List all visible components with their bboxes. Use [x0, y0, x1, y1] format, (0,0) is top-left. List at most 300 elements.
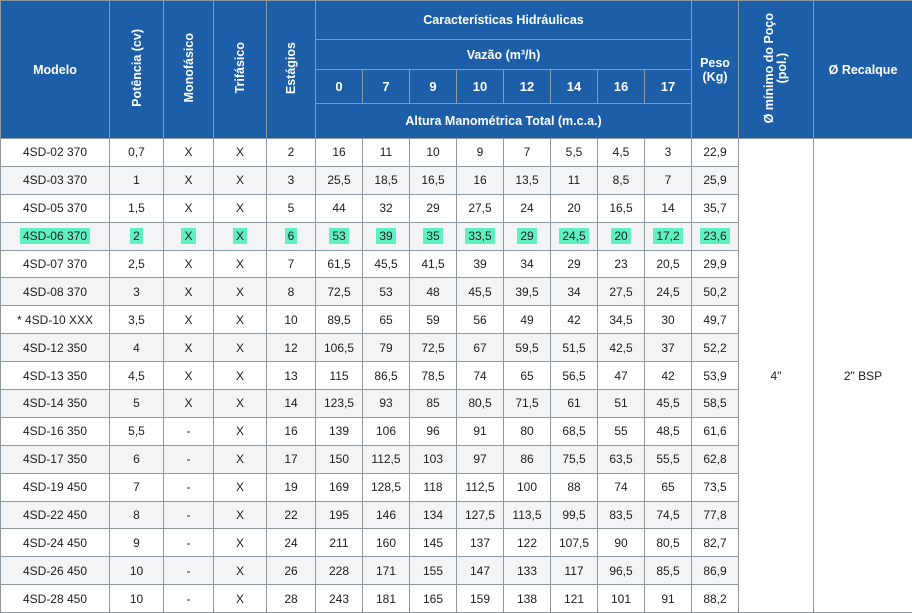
cell-value: X [236, 564, 244, 578]
cell-value: 51 [614, 396, 627, 410]
cell-altura-16 [598, 278, 645, 306]
cell-value: 1 [133, 173, 140, 187]
cell-value: 16 [284, 424, 297, 438]
cell-modelo [1, 278, 110, 306]
cell-altura-0 [316, 250, 363, 278]
cell-monofasico [164, 194, 214, 222]
cell-value: 96,5 [609, 564, 632, 578]
cell-value: 14 [661, 201, 674, 215]
cell-value: X [184, 396, 192, 410]
cell-trifasico [214, 585, 267, 613]
cell-peso [692, 501, 739, 529]
cell-altura-17 [645, 417, 692, 445]
cell-modelo [1, 529, 110, 557]
cell-altura-14 [551, 166, 598, 194]
cell-trifasico [214, 473, 267, 501]
cell-estagios [267, 278, 316, 306]
cell-peso [692, 529, 739, 557]
cell-value: 18,5 [374, 173, 397, 187]
cell-value: 88 [567, 480, 580, 494]
cell-value: 145 [423, 536, 443, 550]
cell-altura-10 [457, 306, 504, 334]
cell-potencia [110, 417, 164, 445]
cell-monofasico [164, 445, 214, 473]
cell-value: 121 [564, 592, 584, 606]
cell-altura-14 [551, 473, 598, 501]
cell-altura-7 [363, 529, 410, 557]
cell-value: 65 [379, 313, 392, 327]
cell-value: 47 [614, 369, 627, 383]
cell-altura-14 [551, 390, 598, 418]
cell-value: 35 [423, 228, 442, 244]
cell-modelo [1, 417, 110, 445]
cell-modelo [1, 166, 110, 194]
cell-value: 118 [423, 480, 442, 494]
cell-value: 2 [130, 228, 143, 244]
cell-modelo [1, 501, 110, 529]
cell-value: 39 [473, 257, 486, 271]
cell-value: X [236, 536, 244, 550]
cell-trifasico [214, 306, 267, 334]
header-estagios [267, 1, 316, 139]
cell-modelo [1, 362, 110, 390]
cell-peso [692, 445, 739, 473]
header-modelo: Modelo [1, 1, 110, 139]
cell-altura-17 [645, 362, 692, 390]
cell-value: 13 [284, 369, 297, 383]
cell-value: 61,6 [703, 424, 726, 438]
cell-altura-17 [645, 166, 692, 194]
cell-value: 160 [376, 536, 396, 550]
cell-altura-0 [316, 306, 363, 334]
header-flow-1: 7 [363, 70, 410, 104]
cell-altura-10 [457, 529, 504, 557]
cell-altura-17 [645, 139, 692, 167]
cell-peso [692, 473, 739, 501]
cell-value: 85 [426, 396, 439, 410]
cell-altura-16 [598, 166, 645, 194]
cell-peso [692, 585, 739, 613]
cell-altura-0 [316, 334, 363, 362]
cell-monofasico [164, 250, 214, 278]
cell-value: 32 [379, 201, 392, 215]
cell-value: 113,5 [512, 508, 541, 522]
cell-value: 11 [380, 145, 392, 159]
cell-value: 4SD-28 450 [23, 592, 87, 606]
cell-potencia [110, 501, 164, 529]
cell-value: 128,5 [371, 480, 401, 494]
cell-value: 8 [133, 508, 140, 522]
cell-trifasico [214, 222, 267, 250]
header-poco-label [763, 13, 789, 123]
cell-value: 97 [473, 452, 486, 466]
cell-value: 2 [288, 145, 295, 159]
cell-value: 67 [473, 341, 486, 355]
cell-altura-7 [363, 501, 410, 529]
header-poco-line1: Ø mínimo do Poço [762, 13, 776, 123]
cell-altura-12 [504, 334, 551, 362]
cell-value: 19 [284, 480, 297, 494]
cell-value: 91 [473, 424, 486, 438]
cell-value: 55,5 [656, 452, 679, 466]
cell-value: 68,5 [562, 424, 585, 438]
cell-trifasico [214, 501, 267, 529]
cell-value: 53,9 [703, 369, 726, 383]
cell-altura-12 [504, 445, 551, 473]
cell-altura-7 [363, 278, 410, 306]
cell-value: 122 [517, 536, 537, 550]
cell-trifasico [214, 194, 267, 222]
cell-value: 4SD-16 350 [23, 424, 87, 438]
cell-value: - [187, 508, 191, 522]
cell-altura-7 [363, 473, 410, 501]
cell-altura-14 [551, 278, 598, 306]
cell-altura-12 [504, 139, 551, 167]
cell-value: 42 [661, 369, 674, 383]
cell-monofasico [164, 473, 214, 501]
cell-value: 5,5 [566, 145, 583, 159]
cell-peso [692, 362, 739, 390]
cell-value: 85,5 [656, 564, 679, 578]
cell-value: 117 [564, 564, 583, 578]
cell-value: 106 [376, 424, 396, 438]
cell-value: 165 [423, 592, 443, 606]
cell-monofasico [164, 306, 214, 334]
cell-value: 5,5 [128, 424, 145, 438]
cell-value: 82,7 [703, 536, 726, 550]
cell-peso [692, 557, 739, 585]
cell-value: X [233, 228, 247, 244]
cell-value: 20 [567, 201, 580, 215]
cell-value: 23,6 [700, 228, 729, 244]
cell-value: 30 [661, 313, 674, 327]
cell-altura-9 [410, 557, 457, 585]
cell-monofasico [164, 362, 214, 390]
cell-altura-0 [316, 390, 363, 418]
table-body [1, 139, 912, 613]
cell-trifasico [214, 445, 267, 473]
cell-monofasico [164, 557, 214, 585]
cell-altura-9 [410, 501, 457, 529]
cell-value: 80 [520, 424, 533, 438]
cell-value: X [184, 257, 192, 271]
cell-altura-7 [363, 557, 410, 585]
cell-peso [692, 250, 739, 278]
cell-value: 7 [133, 480, 140, 494]
cell-altura-0 [316, 529, 363, 557]
header-poco-line2: (pol.) [775, 53, 789, 84]
cell-value: 3 [133, 285, 140, 299]
cell-value: 49,7 [703, 313, 726, 327]
cell-altura-9 [410, 473, 457, 501]
cell-value: X [236, 257, 244, 271]
cell-value: - [187, 564, 191, 578]
cell-value: 16,5 [609, 201, 632, 215]
cell-value: 48 [426, 285, 439, 299]
cell-value: 6 [133, 452, 140, 466]
cell-value: 127,5 [465, 508, 495, 522]
cell-value: 23 [614, 257, 627, 271]
cell-value: 55 [614, 424, 627, 438]
cell-estagios [267, 139, 316, 167]
cell-value: 3 [288, 173, 295, 187]
cell-value: 26 [284, 564, 297, 578]
cell-altura-0 [316, 166, 363, 194]
cell-altura-16 [598, 222, 645, 250]
cell-value: 61 [567, 396, 580, 410]
cell-value: 37 [661, 341, 674, 355]
cell-altura-17 [645, 529, 692, 557]
cell-altura-16 [598, 417, 645, 445]
cell-altura-16 [598, 585, 645, 613]
cell-monofasico [164, 222, 214, 250]
cell-estagios [267, 557, 316, 585]
cell-trifasico [214, 529, 267, 557]
cell-value: 243 [329, 592, 349, 606]
header-potencia-label: Potência (cv) [130, 29, 144, 107]
header-flow-4: 12 [504, 70, 551, 104]
cell-value: 52,2 [703, 341, 726, 355]
cell-altura-17 [645, 445, 692, 473]
cell-value: 27,5 [468, 201, 491, 215]
cell-monofasico [164, 334, 214, 362]
cell-altura-7 [363, 362, 410, 390]
cell-monofasico [164, 390, 214, 418]
header-potencia [110, 1, 164, 139]
cell-monofasico [164, 166, 214, 194]
cell-trifasico [214, 557, 267, 585]
cell-potencia [110, 585, 164, 613]
cell-altura-12 [504, 501, 551, 529]
cell-altura-10 [457, 250, 504, 278]
cell-value: 8 [288, 285, 295, 299]
cell-altura-17 [645, 334, 692, 362]
cell-value: - [187, 536, 191, 550]
cell-altura-16 [598, 139, 645, 167]
cell-altura-9 [410, 529, 457, 557]
cell-value: 13,5 [515, 173, 538, 187]
header-poco [739, 1, 814, 139]
cell-altura-0 [316, 557, 363, 585]
cell-value: 34 [567, 285, 580, 299]
cell-value: 7 [288, 257, 295, 271]
cell-value: 106,5 [324, 341, 354, 355]
cell-altura-17 [645, 557, 692, 585]
cell-altura-12 [504, 250, 551, 278]
cell-modelo [1, 250, 110, 278]
cell-estagios [267, 417, 316, 445]
cell-altura-14 [551, 445, 598, 473]
cell-value: 53 [329, 228, 348, 244]
cell-value: 4SD-14 350 [23, 396, 87, 410]
cell-estagios [267, 501, 316, 529]
cell-value: 45,5 [468, 285, 491, 299]
cell-altura-10 [457, 557, 504, 585]
cell-modelo [1, 194, 110, 222]
cell-value: 10 [130, 592, 143, 606]
cell-value: 80,5 [468, 396, 491, 410]
cell-altura-14 [551, 194, 598, 222]
cell-value: 75,5 [562, 452, 585, 466]
cell-value: 22 [284, 508, 297, 522]
cell-value: 181 [376, 592, 396, 606]
cell-altura-10 [457, 473, 504, 501]
cell-value: 33,5 [465, 228, 494, 244]
cell-value: 48,5 [656, 424, 679, 438]
cell-potencia [110, 362, 164, 390]
cell-altura-7 [363, 194, 410, 222]
header-caracteristicas: Características Hidráulicas [316, 1, 692, 40]
cell-value: 91 [661, 592, 674, 606]
cell-altura-16 [598, 306, 645, 334]
cell-altura-10 [457, 445, 504, 473]
cell-altura-9 [410, 222, 457, 250]
cell-value: 56,5 [562, 369, 585, 383]
cell-value: - [187, 480, 191, 494]
cell-value: 24 [520, 201, 533, 215]
cell-value: 7 [524, 145, 531, 159]
cell-value: 78,5 [421, 369, 444, 383]
cell-altura-10 [457, 278, 504, 306]
cell-altura-7 [363, 306, 410, 334]
cell-altura-7 [363, 390, 410, 418]
cell-value: X [236, 173, 244, 187]
cell-value: 195 [329, 508, 349, 522]
header-monofasico-label: Monofásico [182, 33, 196, 102]
cell-altura-7 [363, 334, 410, 362]
cell-value: 159 [470, 592, 490, 606]
cell-value: 79 [379, 341, 392, 355]
cell-poco-shared: 4" [739, 139, 814, 613]
cell-estagios [267, 194, 316, 222]
cell-monofasico [164, 529, 214, 557]
cell-altura-7 [363, 139, 410, 167]
cell-value: X [184, 145, 192, 159]
cell-altura-10 [457, 585, 504, 613]
cell-value: 96 [426, 424, 439, 438]
cell-value: 93 [379, 396, 392, 410]
cell-value: 11 [568, 173, 580, 187]
cell-altura-17 [645, 390, 692, 418]
cell-altura-12 [504, 278, 551, 306]
cell-modelo [1, 445, 110, 473]
cell-altura-9 [410, 417, 457, 445]
cell-value: 24 [284, 536, 297, 550]
cell-value: 6 [285, 228, 298, 244]
cell-value: 65 [661, 480, 674, 494]
cell-monofasico [164, 417, 214, 445]
cell-value: 4SD-13 350 [23, 369, 87, 383]
cell-value: 4SD-12 350 [23, 341, 87, 355]
cell-estagios [267, 222, 316, 250]
cell-value: 100 [517, 480, 537, 494]
cell-value: 4 [133, 341, 140, 355]
cell-peso [692, 166, 739, 194]
cell-modelo [1, 585, 110, 613]
header-flow-3: 10 [457, 70, 504, 104]
cell-altura-17 [645, 306, 692, 334]
cell-value: 45,5 [374, 257, 397, 271]
cell-value: - [187, 592, 191, 606]
cell-altura-16 [598, 250, 645, 278]
cell-value: 86,9 [703, 564, 726, 578]
cell-altura-0 [316, 501, 363, 529]
cell-altura-7 [363, 445, 410, 473]
cell-value: 228 [329, 564, 349, 578]
cell-value: 86 [520, 452, 533, 466]
cell-estagios [267, 529, 316, 557]
cell-value: 42 [567, 313, 580, 327]
cell-trifasico [214, 250, 267, 278]
cell-value: 59,5 [515, 341, 538, 355]
cell-value: 4SD-05 370 [23, 201, 87, 215]
cell-altura-12 [504, 362, 551, 390]
cell-value: 134 [423, 508, 443, 522]
cell-value: 20 [611, 228, 630, 244]
cell-altura-12 [504, 306, 551, 334]
cell-altura-17 [645, 473, 692, 501]
cell-altura-9 [410, 362, 457, 390]
table-header [1, 1, 912, 139]
cell-altura-16 [598, 390, 645, 418]
cell-value: 133 [517, 564, 537, 578]
cell-value: 25,9 [703, 173, 726, 187]
cell-value: 112,5 [465, 480, 494, 494]
cell-altura-16 [598, 473, 645, 501]
cell-value: X [184, 313, 192, 327]
cell-altura-0 [316, 585, 363, 613]
cell-value: 89,5 [327, 313, 350, 327]
cell-altura-9 [410, 585, 457, 613]
cell-value: * 4SD-10 XXX [17, 313, 93, 327]
cell-potencia [110, 250, 164, 278]
header-trifasico [214, 1, 267, 139]
cell-potencia [110, 194, 164, 222]
cell-value: 29 [426, 201, 439, 215]
cell-altura-9 [410, 250, 457, 278]
cell-value: 137 [470, 536, 490, 550]
cell-peso [692, 334, 739, 362]
cell-value: 138 [517, 592, 537, 606]
cell-altura-0 [316, 417, 363, 445]
cell-altura-14 [551, 362, 598, 390]
cell-altura-14 [551, 529, 598, 557]
cell-value: 10 [130, 564, 143, 578]
cell-value: 74 [614, 480, 627, 494]
cell-altura-16 [598, 445, 645, 473]
cell-value: 62,8 [703, 452, 726, 466]
cell-altura-0 [316, 278, 363, 306]
cell-estagios [267, 306, 316, 334]
cell-value: 56 [473, 313, 486, 327]
cell-estagios [267, 250, 316, 278]
cell-trifasico [214, 166, 267, 194]
cell-value: 4SD-24 450 [23, 536, 87, 550]
cell-altura-9 [410, 278, 457, 306]
cell-altura-12 [504, 194, 551, 222]
cell-value: 39 [376, 228, 395, 244]
cell-altura-14 [551, 306, 598, 334]
cell-value: X [236, 508, 244, 522]
cell-altura-17 [645, 585, 692, 613]
cell-altura-17 [645, 501, 692, 529]
cell-value: X [236, 369, 244, 383]
cell-altura-10 [457, 390, 504, 418]
header-vazao: Vazão (m³/h) [316, 40, 692, 70]
cell-altura-12 [504, 166, 551, 194]
cell-value: 27,5 [609, 285, 632, 299]
cell-value: 4SD-22 450 [23, 508, 87, 522]
